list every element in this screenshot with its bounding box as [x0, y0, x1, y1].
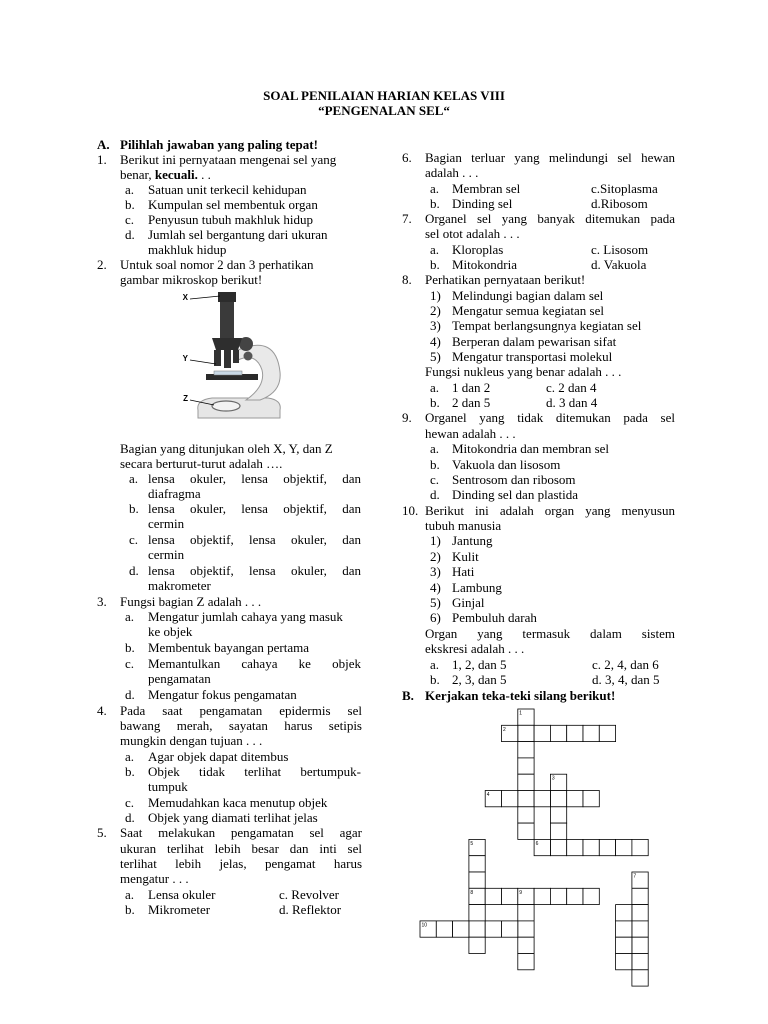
- q5-stem-line1: Saat melakukan pengamatan sel agar: [120, 825, 362, 840]
- q3-option-a-line1: Mengatur jumlah cahaya yang masuk: [148, 609, 343, 624]
- q1-option-d-line1: Jumlah sel bergantung dari ukuran: [148, 227, 328, 242]
- option-letter: b.: [430, 196, 440, 211]
- crossword-cell[interactable]: [567, 839, 583, 855]
- crossword-cell[interactable]: [632, 905, 648, 921]
- section-a-title: Pilihlah jawaban yang paling tepat!: [120, 137, 318, 152]
- q1-option-d-line2: makhluk hidup: [148, 242, 227, 257]
- q3-option-b: Membentuk bayangan pertama: [148, 640, 309, 655]
- list-number: 2): [430, 549, 441, 564]
- q5-stem-line2: ukuran terlihat lebih besar dan inti sel: [120, 841, 362, 856]
- option-letter: b.: [430, 672, 440, 687]
- q8-statement: Berperan dalam pewarisan sifat: [452, 334, 617, 349]
- crossword-cell[interactable]: [583, 839, 599, 855]
- q7-stem-line1: Organel sel yang banyak ditemukan pada: [425, 211, 675, 226]
- q4-option-a: Agar objek dapat ditembus: [148, 749, 289, 764]
- crossword-clue-number: 4: [486, 792, 490, 798]
- q1-option-c: Penyusun tubuh makhluk hidup: [148, 212, 314, 227]
- q8-option-d: d. 3 dan 4: [546, 395, 598, 410]
- crossword-cell[interactable]: [502, 921, 518, 937]
- label-z: Z: [183, 394, 188, 403]
- crossword-cell[interactable]: [518, 807, 534, 823]
- list-number: 5): [430, 349, 441, 364]
- crossword-cell[interactable]: [632, 970, 648, 986]
- q5-option-a: Lensa okuler: [148, 887, 216, 902]
- q2-option-d-line1: lensa objektif, lensa okuler, dan: [148, 563, 361, 578]
- q4-stem-line3: mungkin dengan tujuan . . .: [120, 733, 263, 748]
- option-letter: d.: [125, 687, 135, 702]
- q3-option-a-line2: ke objek: [148, 624, 193, 639]
- page-title: SOAL PENILAIAN HARIAN KELAS VIII: [263, 88, 505, 103]
- option-letter: d.: [125, 227, 135, 242]
- label-x: X: [182, 293, 188, 302]
- q10-question-line1: Organ yang termasuk dalam sistem: [425, 626, 675, 641]
- option-letter: c.: [129, 532, 139, 547]
- crossword-cell[interactable]: [453, 921, 469, 937]
- crossword-clue-number: 1: [519, 710, 523, 717]
- option-letter: a.: [125, 749, 135, 764]
- q3-option-d: Mengatur fokus pengamatan: [148, 687, 297, 702]
- crossword-clue-number: 2: [503, 726, 506, 733]
- q10-organ: Ginjal: [452, 595, 485, 610]
- q2-stem-line1: Untuk soal nomor 2 dan 3 perhatikan: [120, 257, 314, 272]
- option-letter: c.: [125, 656, 135, 671]
- q4-option-d: Objek yang diamati terlihat jelas: [148, 810, 318, 825]
- q10-organ: Lambung: [452, 580, 502, 595]
- crossword-cell[interactable]: [518, 937, 534, 953]
- crossword-cell[interactable]: [518, 905, 534, 921]
- crossword-cell[interactable]: [583, 791, 599, 807]
- crossword-cell[interactable]: [632, 921, 648, 937]
- crossword-cell[interactable]: [616, 937, 632, 953]
- q8-statement: Tempat berlangsungnya kegiatan sel: [452, 318, 642, 333]
- option-letter: d.: [129, 563, 139, 578]
- option-letter: a.: [430, 181, 440, 196]
- q10-option-c: c. 2, 4, dan 6: [592, 657, 659, 672]
- crossword-cell[interactable]: [469, 937, 485, 953]
- crossword-clue-number: 10: [421, 922, 428, 929]
- q5-stem-line4: mengatur . . .: [120, 871, 189, 886]
- q2-option-c-line2: cermin: [148, 547, 185, 562]
- crossword-cell[interactable]: [485, 888, 501, 904]
- q2-option-d-line2: makrometer: [148, 578, 211, 593]
- crossword-clue-number: 5: [470, 840, 474, 847]
- crossword-cell[interactable]: [518, 823, 534, 839]
- crossword-cell[interactable]: [616, 954, 632, 970]
- q1-number: 1.: [97, 152, 107, 167]
- crossword-cell[interactable]: [567, 725, 583, 741]
- crossword-cell[interactable]: [518, 758, 534, 774]
- q5-option-b: Mikrometer: [148, 902, 211, 917]
- list-number: 6): [430, 610, 441, 625]
- crossword-cell[interactable]: [469, 856, 485, 872]
- crossword-cell[interactable]: [550, 725, 566, 741]
- option-letter: c.: [430, 472, 440, 487]
- crossword-cell[interactable]: [518, 774, 534, 790]
- q7-option-c: c. Lisosom: [591, 242, 649, 257]
- option-letter: a.: [430, 242, 440, 257]
- q4-number: 4.: [97, 703, 107, 718]
- q1-stem-line1: Berikut ini pernyataan mengenai sel yang: [120, 152, 337, 167]
- q4-stem-line1: Pada saat pengamatan epidermis sel: [120, 703, 362, 718]
- q8-statement: Mengatur transportasi molekul: [452, 349, 613, 364]
- crossword-cell[interactable]: [616, 905, 632, 921]
- q10-option-a: 1, 2, dan 5: [452, 657, 507, 672]
- option-letter: a.: [430, 380, 440, 395]
- q6-number: 6.: [402, 150, 412, 165]
- q5-option-c: c. Revolver: [279, 887, 339, 902]
- crossword-cell[interactable]: [567, 791, 583, 807]
- q8-statement: Melindungi bagian dalam sel: [452, 288, 604, 303]
- crossword-cell[interactable]: [469, 872, 485, 888]
- list-number: 3): [430, 564, 441, 579]
- q1-option-a: Satuan unit terkecil kehidupan: [148, 182, 307, 197]
- q2-stem-line2: gambar mikroskop berikut!: [120, 272, 263, 287]
- crossword-cell[interactable]: [534, 888, 550, 904]
- q2-option-a-line2: diafragma: [148, 486, 201, 501]
- q7-option-d: d. Vakuola: [591, 257, 647, 272]
- crossword-cell[interactable]: [550, 888, 566, 904]
- q10-option-d: d. 3, 4, dan 5: [592, 672, 660, 687]
- crossword-cell[interactable]: [632, 937, 648, 953]
- q8-option-a: 1 dan 2: [452, 380, 491, 395]
- q10-question-line2: ekskresi adalah . . .: [425, 641, 525, 656]
- q4-stem-line2: bawang merah, sayatan harus setipis: [120, 718, 362, 733]
- option-letter: a.: [125, 609, 135, 624]
- crossword-cell[interactable]: [599, 725, 615, 741]
- q9-stem-line2: hewan adalah . . .: [425, 426, 516, 441]
- option-letter: b.: [125, 902, 135, 917]
- option-letter: b.: [125, 640, 135, 655]
- crossword-cell[interactable]: [518, 742, 534, 758]
- q2-option-c-line1: lensa objektif, lensa okuler, dan: [148, 532, 361, 547]
- crossword-cell[interactable]: [518, 791, 534, 807]
- crossword-cell[interactable]: [534, 791, 550, 807]
- q9-stem-line1: Organel yang tidak ditemukan pada sel: [425, 410, 675, 425]
- q4-option-b-line1: Objek tidak terlihat bertumpuk-: [148, 764, 361, 779]
- q9-option-a: Mitokondria dan membran sel: [452, 441, 610, 456]
- q10-option-b: 2, 3, dan 5: [452, 672, 507, 687]
- option-letter: b.: [430, 457, 440, 472]
- option-letter: a.: [430, 441, 440, 456]
- crossword-clue-number: 3: [551, 775, 555, 782]
- q2-option-b-line2: cermin: [148, 516, 185, 531]
- crossword-clue-number: 7: [633, 873, 637, 880]
- q6-option-b: Dinding sel: [452, 196, 513, 211]
- crossword-cell[interactable]: [550, 791, 566, 807]
- q1-option-b: Kumpulan sel membentuk organ: [148, 197, 318, 212]
- crossword-cell[interactable]: [518, 725, 534, 741]
- crossword-cell[interactable]: [583, 725, 599, 741]
- q3-stem: Fungsi bagian Z adalah . . .: [120, 594, 262, 609]
- crossword-cell[interactable]: [469, 905, 485, 921]
- q9-number: 9.: [402, 410, 412, 425]
- q2-option-b-line1: lensa okuler, lensa objektif, dan: [148, 501, 361, 516]
- q3-option-c-line1: Memantulkan cahaya ke objek: [148, 656, 361, 671]
- q10-stem-line2: tubuh manusia: [425, 518, 502, 533]
- crossword-cell[interactable]: [632, 954, 648, 970]
- list-number: 2): [430, 303, 441, 318]
- option-letter: b.: [430, 257, 440, 272]
- crossword-clue-number: 9: [519, 889, 523, 896]
- list-number: 5): [430, 595, 441, 610]
- crossword-cell[interactable]: [583, 888, 599, 904]
- q10-organ: Pembuluh darah: [452, 610, 537, 625]
- crossword-cell[interactable]: [632, 839, 648, 855]
- q10-number: 10.: [402, 503, 419, 518]
- page-subtitle: “PENGENALAN SEL“: [318, 103, 450, 118]
- option-letter: b.: [125, 197, 135, 212]
- option-letter: b.: [129, 501, 139, 516]
- q10-stem-line1: Berikut ini adalah organ yang menyusun: [425, 503, 675, 518]
- q8-stem: Perhatikan pernyataan berikut!: [425, 272, 586, 287]
- list-number: 4): [430, 580, 441, 595]
- q9-option-c: Sentrosom dan ribosom: [452, 472, 576, 487]
- q4-option-c: Memudahkan kaca menutup objek: [148, 795, 328, 810]
- q6-option-d: d.Ribosom: [591, 196, 648, 211]
- crossword-cell[interactable]: [616, 839, 632, 855]
- q7-stem-line2: sel otot adalah . . .: [425, 226, 520, 241]
- q4-option-b-line2: tumpuk: [148, 779, 188, 794]
- option-letter: d.: [125, 810, 135, 825]
- crossword-cell[interactable]: [518, 921, 534, 937]
- section-a-letter: A.: [97, 137, 110, 152]
- q10-organ: Jantung: [452, 533, 493, 548]
- q10-organ: Kulit: [452, 549, 479, 564]
- q9-option-b: Vakuola dan lisosom: [452, 457, 561, 472]
- option-letter: a.: [125, 182, 135, 197]
- crossword-cell[interactable]: [436, 921, 452, 937]
- q5-number: 5.: [97, 825, 107, 840]
- q3-number: 3.: [97, 594, 107, 609]
- crossword-cell[interactable]: [502, 791, 518, 807]
- crossword-clue-number: 6: [535, 840, 539, 847]
- option-letter: a.: [129, 471, 139, 486]
- q9-option-d: Dinding sel dan plastida: [452, 487, 579, 502]
- q2-question-line2: secara berturut-turut adalah ….: [120, 456, 283, 471]
- q5-stem-line3: terlihat lebih jelas, pengamat harus: [120, 856, 362, 871]
- option-letter: c.: [125, 212, 135, 227]
- crossword-clue-number: 8: [470, 889, 474, 896]
- option-letter: a.: [125, 887, 135, 902]
- label-y: Y: [182, 354, 188, 363]
- crossword-cell[interactable]: [469, 921, 485, 937]
- section-b-title: Kerjakan teka-teki silang berikut!: [425, 688, 616, 703]
- list-number: 1): [430, 533, 441, 548]
- section-b-letter: B.: [402, 688, 414, 703]
- option-letter: b.: [430, 395, 440, 410]
- q6-stem-line1: Bagian terluar yang melindungi sel hewan: [425, 150, 675, 165]
- crossword-cell[interactable]: [502, 888, 518, 904]
- q1-stem-line2: benar, kecuali. . .: [120, 167, 211, 182]
- q5-option-d: d. Reflektor: [279, 902, 342, 917]
- crossword-cell[interactable]: [616, 921, 632, 937]
- option-letter: b.: [125, 764, 135, 779]
- q2-number: 2.: [97, 257, 107, 272]
- q2-question-line1: Bagian yang ditunjukan oleh X, Y, dan Z: [120, 441, 333, 456]
- q7-option-a: Kloroplas: [452, 242, 504, 257]
- q10-organ: Hati: [452, 564, 475, 579]
- option-letter: d.: [430, 487, 440, 502]
- q2-option-a-line1: lensa okuler, lensa objektif, dan: [148, 471, 361, 486]
- q8-number: 8.: [402, 272, 412, 287]
- q6-stem-line2: adalah . . .: [425, 165, 479, 180]
- q8-option-b: 2 dan 5: [452, 395, 491, 410]
- q8-question: Fungsi nukleus yang benar adalah . . .: [425, 364, 622, 379]
- q6-option-c: c.Sitoplasma: [591, 181, 658, 196]
- q8-statement: Mengatur semua kegiatan sel: [452, 303, 604, 318]
- q3-option-c-line2: pengamatan: [148, 671, 211, 686]
- crossword-cell[interactable]: [518, 954, 534, 970]
- q7-number: 7.: [402, 211, 412, 226]
- option-letter: a.: [430, 657, 440, 672]
- q7-option-b: Mitokondria: [452, 257, 517, 272]
- list-number: 1): [430, 288, 441, 303]
- crossword-cell[interactable]: [534, 725, 550, 741]
- crossword-cell[interactable]: [632, 888, 648, 904]
- crossword-cell[interactable]: [567, 888, 583, 904]
- q1-kecuali: kecuali.: [154, 167, 198, 182]
- option-letter: c.: [125, 795, 135, 810]
- list-number: 3): [430, 318, 441, 333]
- q8-option-c: c. 2 dan 4: [546, 380, 597, 395]
- crossword-cell[interactable]: [599, 839, 615, 855]
- list-number: 4): [430, 334, 441, 349]
- crossword-cell[interactable]: [550, 839, 566, 855]
- crossword-cell[interactable]: [485, 921, 501, 937]
- crossword-cell[interactable]: [550, 823, 566, 839]
- crossword-cell[interactable]: [550, 807, 566, 823]
- q6-option-a: Membran sel: [452, 181, 521, 196]
